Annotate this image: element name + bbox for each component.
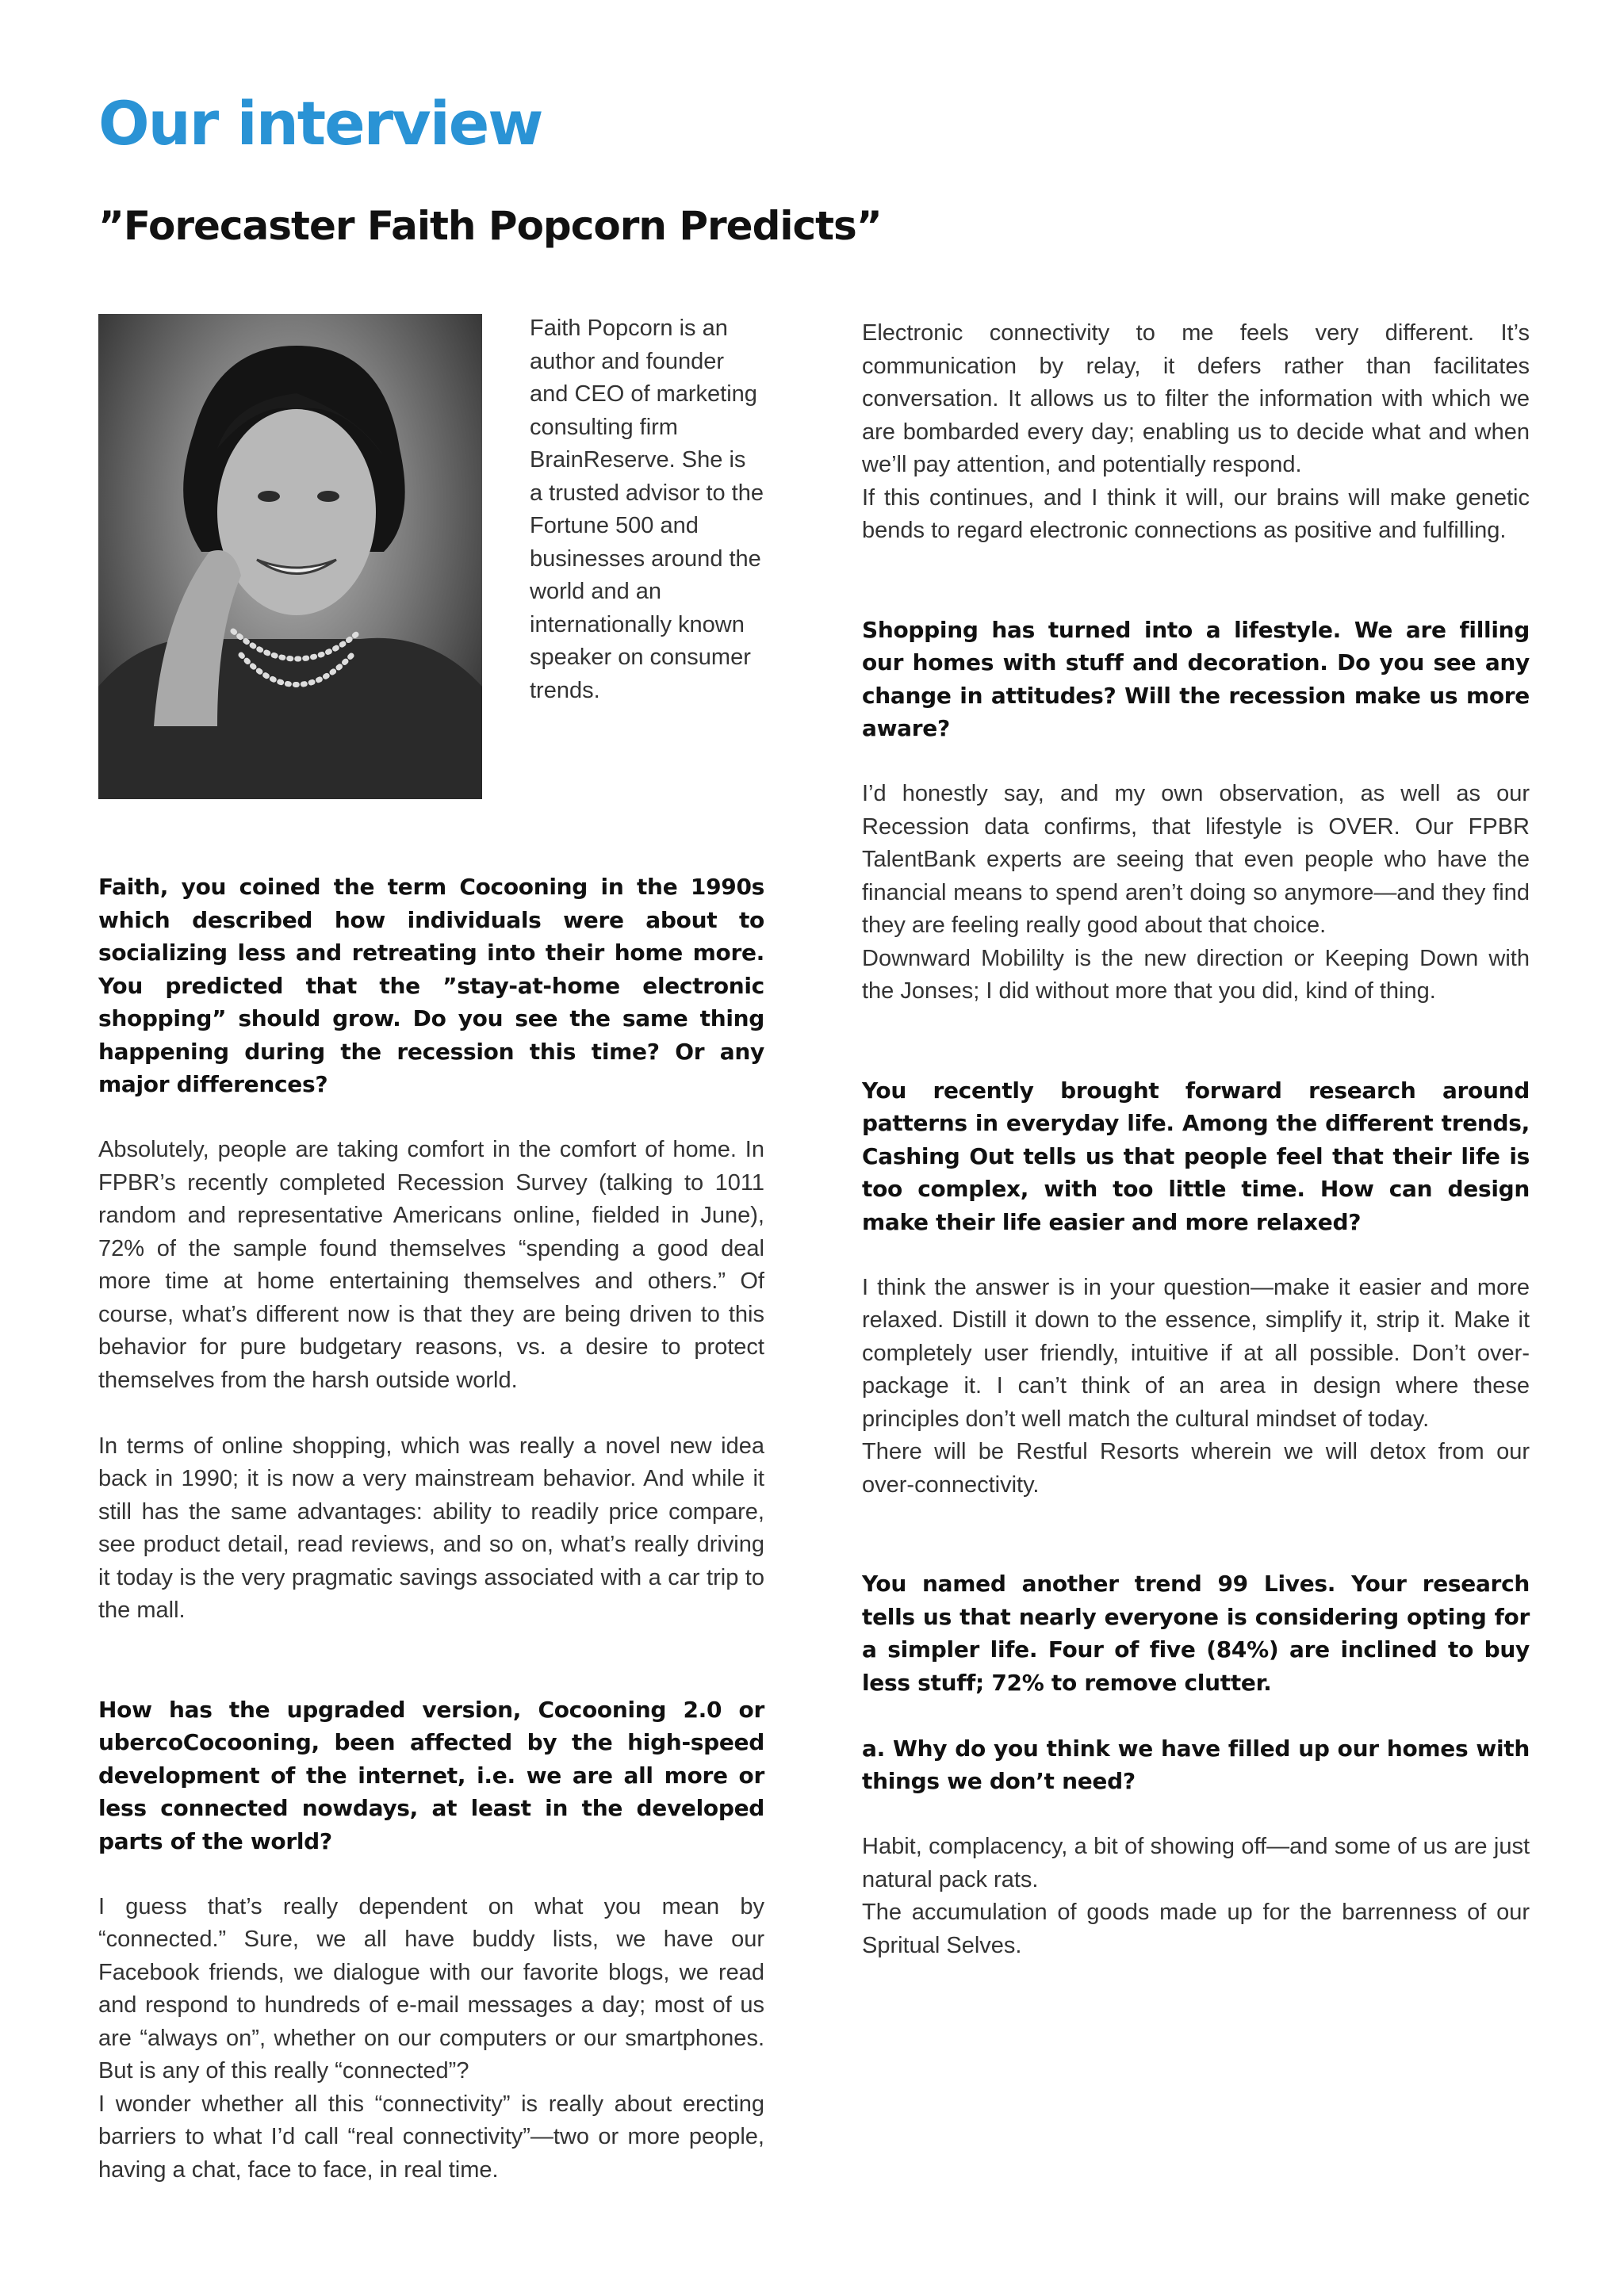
answer-1-paragraph-2: In terms of online shopping, which was really a novel new idea back in 1990; it is now a very mainstream behavior. And while it still has the same advantages: ability to readily price compare, see product detail, read reviews, and so on, what’s really driving it today is the very pragmatic savings associated with a car trip to the mall. [98,1433,764,1623]
answer-3-paragraph-1: I’d honestly say, and my own observation, as well as our Recession data confirms, that lifestyle is OVER. Our FPBR TalentBank experts are seeing that even people who have the financial means to spend aren’t doing so anymore—and they find they are feeling really good about that choice. [862,781,1530,938]
question-1: Faith, you coined the term Cocooning in the 1990s which described how individuals were about to socializing less and retreating into their home more. You predicted that the ”stay-at-home electronic shopping” should grow. Do you see the same thing happening during the recession this time? Or any major differences? [98,874,764,1097]
answer-1-paragraph-1: Absolutely, people are taking comfort in the comfort of home. In FPBR’s recently completed Recession Survey (talking to 1011 random and representative Americans online, fielded in June), 72% of the sample found themselves “spending a good deal more time at home entertaining themselves and others.” Of course, what’s different now is that they are being driven to this behavior for pure budgetary reasons, vs. a desire to protect themselves from the harsh outside world. [98,1137,764,1393]
answer-2-paragraph-2: I wonder whether all this “connectivity” is really about erecting barriers to what I’d call “real connectivity”—two or more people, having a chat, face to face, in real time. [98,2091,764,2183]
question-4: You recently brought forward research around patterns in everyday life. Among the different trends, Cashing Out tells us that people feel that their life is too complex, with too little time. How can design make their life easier and more relaxed? [862,1077,1530,1235]
answer-2-paragraph-3: Electronic connectivity to me feels very different. It’s communication by relay, it defers rather than facilitates conversation. It allows us to filter the information with which we are bombarded every day; enabling us to decide what and when we’ll pay attention, and potentially respond. [862,320,1530,477]
right-column [862,317,1530,1962]
question-2: How has the upgraded version, Cocooning 2.0 or ubercoCocooning, been affected by the high-speed development of the internet, i.e. we are all more or less connected nowdays, at least in the developed parts of the world? [98,1696,764,1854]
question-5: You named another trend 99 Lives. Your research tells us that nearly everyone is considering opting for a simpler life. Four of five (84%) are inclined to buy less stuff; 72% to remove clutter. [862,1571,1530,1696]
question-3: Shopping has turned into a lifestyle. We are filling our homes with stuff and decoration. Do you see any change in attitudes? Will the recession make us more aware? [862,616,1530,741]
answer-2-paragraph-4: If this continues, and I think it will, our brains will make genetic bends to regard electronic connections as positive and fulfilling. [862,484,1530,543]
answer-2-paragraph-1: I guess that’s really dependent on what you mean by “connected.” Sure, we all have buddy lists, we have our Facebook friends, we dialogue with our favorite blogs, we read and respond to hundreds of e-mail messages a day; most of us are “always on”, whether on our computers or our smartphones. But is any of this really “connected”? [98,1893,764,2084]
page-title: Our interview [98,88,542,159]
answer-5-paragraph-1: Habit, complacency, a bit of showing off—and some of us are just natural pack rats. [862,1834,1530,1892]
portrait-photo [98,314,482,799]
left-column [98,871,764,2187]
answer-4-paragraph-1: I think the answer is in your question—make it easier and more relaxed. Distill it down to the essence, simplify it, strip it. Make it completely user friendly, intuitive if at all possible. Don’t over-package it. I can’t think of an area in design where these principles don’t well match the cultural mindset of today. [862,1274,1530,1432]
article-subtitle: ”Forecaster Faith Popcorn Predicts” [98,203,882,249]
answer-5-paragraph-2: The accumulation of goods made up for the barrenness of our Spritual Selves. [862,1900,1530,1958]
answer-4-paragraph-2: There will be Restful Resorts wherein we will detox from our over-connectivity. [862,1439,1530,1498]
author-bio [530,312,764,707]
bio-text: Faith Popcorn is an author and founder and CEO of marketing consulting firm BrainReserve. She is a trusted advisor to the Fortune 500 and businesses around the world and an internationally known speaker on consumer trends. [530,316,764,703]
question-5a: a. Why do you think we have filled up our homes with things we don’t need? [862,1735,1530,1794]
answer-3-paragraph-2: Downward Mobililty is the new direction or Keeping Down with the Jonses; I did without more that you did, kind of thing. [862,945,1530,1004]
